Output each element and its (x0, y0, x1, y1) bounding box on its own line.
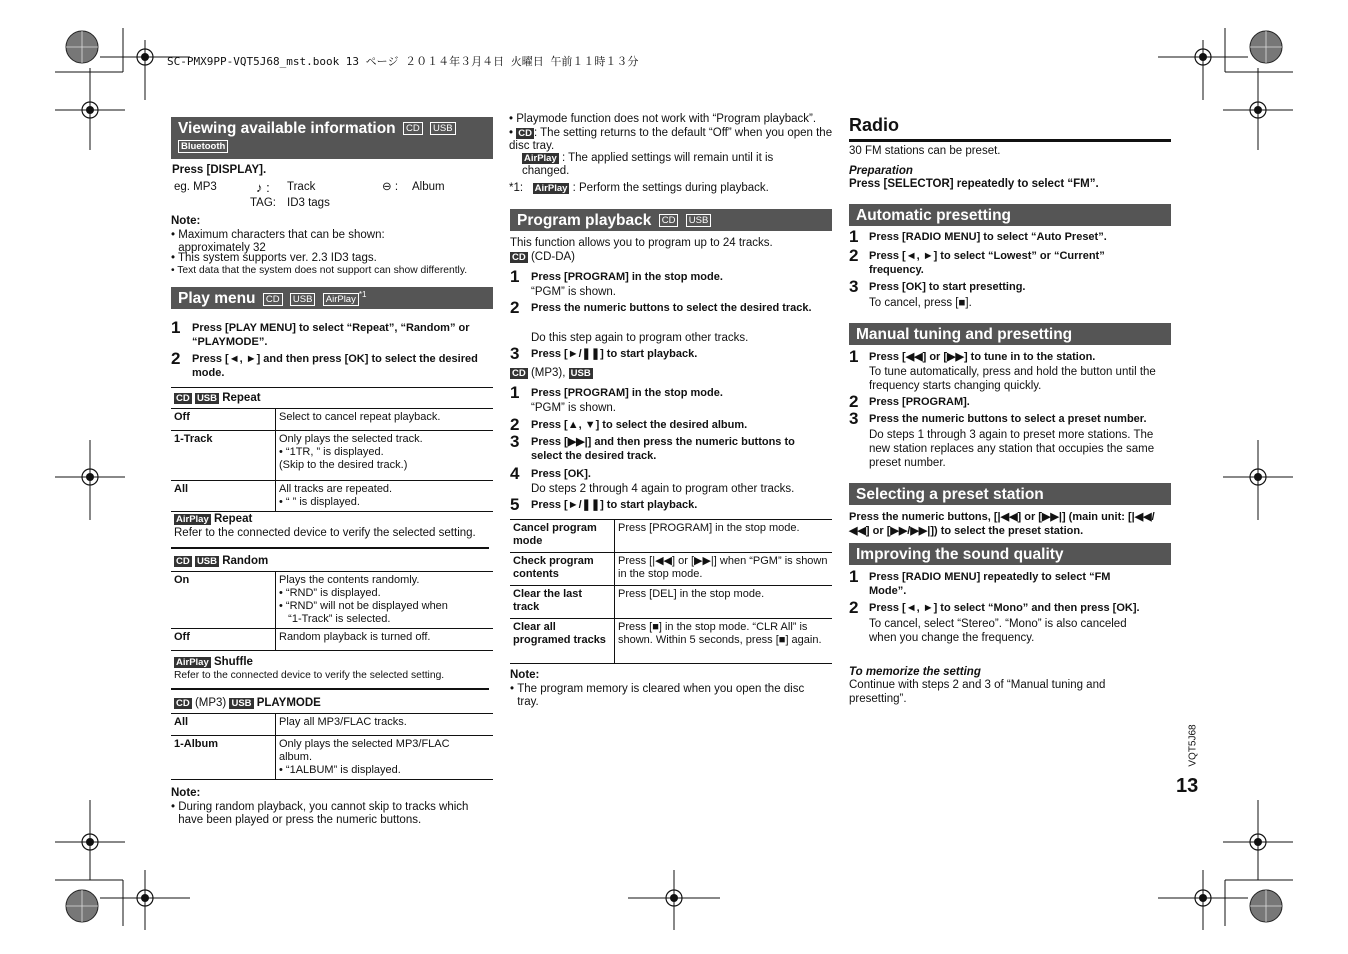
table-row (171, 629, 493, 651)
table-value (276, 714, 494, 736)
step-text: Press [PLAY MENU] to select “Repeat”, “Random” or “PLAYMODE”. (192, 322, 470, 348)
step-number: 5 (510, 495, 520, 514)
step-number: 2 (171, 349, 181, 368)
step-sub: “PGM” is shown. (531, 286, 616, 298)
cd-badge: CD (176, 393, 190, 404)
tag-label: TAG: (250, 197, 276, 209)
step-text: Press [◄, ►] to select “Lowest” or “Current” frequency. (869, 250, 1105, 276)
table-line: album. (279, 751, 313, 763)
airplay-repeat-text: Refer to the connected device to verify the selected setting. (174, 527, 476, 539)
table-row (171, 481, 493, 512)
table-row (171, 736, 493, 780)
section-title: Program playback (517, 212, 652, 229)
step-number: 1 (849, 227, 859, 246)
step-text: Press [RADIO MENU] to select “Auto Preset”. (869, 231, 1107, 243)
table-value (276, 736, 494, 780)
cd-badge: CD (659, 214, 679, 227)
note-item: • CD : The setting returns to the default “Off” when you open the disc tray. (509, 127, 833, 152)
section-header-manual (849, 323, 1171, 345)
prep-title: Preparation (849, 165, 913, 177)
album-icon: ⊖ : (382, 181, 399, 193)
repeat-header (174, 392, 261, 406)
cd-badge: CD (176, 698, 190, 709)
cdda-label (510, 251, 575, 265)
note-title: Note: (171, 215, 201, 227)
step-text: Press [PROGRAM] in the stop mode. (531, 387, 723, 399)
table-row (171, 409, 493, 431)
step-text: Press [PROGRAM]. (869, 396, 970, 408)
step-sub: To cancel, select “Stereo”. “Mono” is also canceled when you change the frequency. (869, 618, 1127, 644)
table-key: Off (171, 409, 276, 431)
step-number: 2 (510, 298, 520, 317)
airplay-badge: AirPlay (534, 183, 568, 194)
step-text: Press the numeric buttons to select a preset number. (869, 413, 1147, 425)
track-label: Track (287, 181, 316, 193)
table-key: All (171, 481, 276, 512)
section-header-program (510, 209, 832, 231)
mp3-text: (MP3), (530, 367, 566, 379)
step-sub: Do steps 2 through 4 again to program other tracks. (531, 483, 795, 495)
section-header-playmenu (171, 287, 493, 309)
note-text: This system supports ver. 2.3 ID3 tags. (178, 252, 377, 264)
table-line: Play all MP3/FLAC tracks. (279, 716, 407, 728)
step-sub: To cancel, press [■]. (869, 297, 972, 309)
step-number: 3 (849, 409, 859, 428)
example-label: eg. MP3 (174, 181, 217, 193)
title-rule (849, 139, 1171, 142)
step-number: 4 (510, 464, 520, 483)
footnote (509, 182, 769, 195)
step-text: Press [OK]. (531, 468, 591, 480)
repeat-label: Repeat (222, 392, 261, 404)
table-row (171, 714, 493, 736)
usb-badge: USB (570, 368, 591, 379)
step-sub: Do steps 1 through 3 again to preset more stations. The new station replaces any station that occupies the same preset number. (869, 429, 1155, 469)
section-title: Viewing available information (178, 120, 396, 137)
table-line: • “1ALBUM” is displayed. (279, 764, 401, 776)
footnote-marker: *1 (358, 290, 367, 299)
step-text: Press [PROGRAM] in the stop mode. (531, 271, 723, 283)
airplay-badge: AirPlay (176, 514, 209, 525)
step-number: 2 (510, 415, 520, 434)
table-value (276, 409, 494, 431)
step-number: 1 (171, 318, 181, 337)
section-header-select (849, 483, 1171, 505)
airplay-shuffle-label: Shuffle (213, 656, 253, 668)
print-header-line: SC-PMX9PP-VQT5J68_mst.book 13 ページ ２０１４年３月４日 火曜日 午前１１時１３分 (167, 55, 639, 68)
step-sub: To tune automatically, press and hold the button until the frequency starts changing quickly. (869, 366, 1156, 392)
step-number: 1 (849, 347, 859, 366)
table-key: On (171, 572, 276, 629)
playmode-header (174, 697, 321, 711)
step-number: 1 (510, 267, 520, 286)
table-line: (Skip to the desired track.) (279, 459, 408, 471)
note-item: • Maximum characters that can be shown: approximately 32 (171, 229, 471, 254)
note-item: • The program memory is cleared when you open the disc tray. (510, 683, 822, 708)
music-note-icon: ♪ : (256, 180, 270, 195)
table-row (510, 520, 832, 553)
radio-title: Radio (849, 115, 900, 135)
step-sub: Do this step again to program other tracks. (531, 332, 749, 344)
memo-text: Continue with steps 2 and 3 of “Manual tuning and presetting”. (849, 679, 1106, 705)
page-number: 13 (1176, 775, 1199, 797)
step-text: Press [◄, ►] and then press [OK] to select the desired mode. (192, 353, 478, 379)
note-text: Maximum characters that can be shown: approximately 32 (178, 229, 385, 254)
table-value (276, 572, 494, 629)
note-item (522, 152, 812, 177)
memo-title: To memorize the setting (849, 666, 981, 678)
usb-badge: USB (231, 698, 252, 709)
section-title: Automatic presetting (856, 207, 1012, 224)
table-line: • “RND” will not be displayed when (279, 600, 448, 612)
airplay-repeat-header (174, 513, 252, 527)
usb-badge: USB (686, 214, 712, 227)
usb-badge: USB (430, 122, 456, 135)
note-text: Text data that the system does not support can show differently. (177, 265, 468, 276)
step-text: Press [◄, ►] to select “Mono” and then press [OK]. (869, 602, 1140, 614)
table-key: Clear all programed tracks (510, 619, 615, 664)
table-line: “1-Track” is selected. (279, 613, 391, 625)
footnote-marker: *1: (509, 182, 524, 194)
repeat-table (171, 408, 493, 512)
table-value: Press [PROGRAM] in the stop mode. (615, 520, 833, 553)
airplay-badge: AirPlay (176, 657, 209, 668)
program-table (510, 519, 832, 664)
airplay-badge: AirPlay (323, 293, 359, 306)
step-text: Press [▲, ▼] to select the desired album. (531, 419, 748, 431)
press-display: Press [DISPLAY]. (172, 164, 267, 176)
table-value (276, 481, 494, 512)
table-line: • “1TR, ” is displayed. (279, 446, 384, 458)
section-title: Selecting a preset station (856, 486, 1044, 503)
table-row (510, 619, 832, 664)
table-row (510, 586, 832, 619)
cd-badge: CD (403, 122, 423, 135)
note-text: : The setting returns to the default “Off” when you open the disc tray. (509, 127, 833, 152)
footnote-text: : Perform the settings during playback. (572, 182, 769, 194)
table-line: All tracks are repeated. (279, 483, 393, 495)
airplay-repeat-label: Repeat (213, 513, 253, 525)
table-line: Select to cancel repeat playback. (279, 411, 441, 423)
usb-badge: USB (196, 556, 217, 567)
random-table (171, 571, 493, 651)
step-text: Press [◀◀] or [▶▶] to tune in to the station. (869, 351, 1096, 363)
section-header-auto (849, 204, 1171, 226)
table-value (276, 431, 494, 481)
section-title: Manual tuning and presetting (856, 326, 1073, 343)
playmode-label: PLAYMODE (256, 697, 321, 709)
table-line: • “ ” is displayed. (279, 496, 360, 508)
step-text: Press [▶▶|] and then press the numeric buttons to select the desired track. (531, 436, 795, 462)
cd-badge: CD (263, 293, 283, 306)
step-number: 2 (849, 598, 859, 617)
table-row (510, 553, 832, 586)
step-text: Press [►/❚❚] to start playback. (531, 499, 698, 511)
table-value (276, 629, 494, 651)
table-key: 1-Track (171, 431, 276, 481)
step-text: Press [►/❚❚] to start playback. (531, 348, 698, 360)
table-key: Off (171, 629, 276, 651)
step-number: 2 (849, 392, 859, 411)
section-header-viewing (171, 117, 493, 159)
divider (171, 547, 489, 549)
step-text: Press the numeric buttons to select the desired track. (531, 302, 812, 314)
mp3-usb-label (510, 367, 593, 381)
step-text: Press [OK] to start presetting. (869, 281, 1026, 293)
select-text: Press the numeric buttons, [|◀◀] or [▶▶|] (main unit: [|◀◀/◀◀] or [▶▶/▶▶|]) to select the preset station. (849, 511, 1155, 537)
section-title: Improving the sound quality (856, 546, 1064, 563)
step-number: 1 (510, 383, 520, 402)
note-text: The program memory is cleared when you open the disc tray. (517, 683, 805, 708)
note-text: : The applied settings will remain until it is changed. (522, 152, 774, 177)
cd-badge: CD (176, 556, 190, 567)
section-header-improve (849, 543, 1171, 565)
table-key: Check program contents (510, 553, 615, 586)
doc-code: VQT5J68 (1187, 724, 1199, 767)
cdda-text: (CD-DA) (530, 251, 576, 263)
note-title: Note: (510, 669, 540, 681)
mp3-label: (MP3) (194, 697, 227, 709)
cd-badge: CD (512, 252, 526, 263)
table-row (171, 572, 493, 629)
airplay-shuffle-text: Refer to the connected device to verify the selected setting. (174, 670, 445, 681)
divider (171, 387, 493, 388)
usb-badge: USB (290, 293, 316, 306)
bluetooth-badge: Bluetooth (178, 140, 228, 153)
step-sub: “PGM” is shown. (531, 402, 616, 414)
note-title: Note: (171, 787, 201, 799)
table-key: Cancel program mode (510, 520, 615, 553)
table-key: 1-Album (171, 736, 276, 780)
note-text: During random playback, you cannot skip to tracks which have been played or press the numeric buttons. (178, 801, 469, 826)
note-item: • This system supports ver. 2.3 ID3 tags. (171, 252, 377, 264)
airplay-shuffle-header (174, 656, 253, 670)
usb-badge: USB (196, 393, 217, 404)
step-number: 3 (849, 277, 859, 296)
random-header (174, 555, 268, 569)
note-item: • Text data that the system does not support can show differently. (171, 265, 468, 276)
step-number: 3 (510, 344, 520, 363)
table-line: • “RND” is displayed. (279, 587, 381, 599)
tag-value: ID3 tags (287, 197, 330, 209)
note-item: • During random playback, you cannot skip to tracks which have been played or press the numeric buttons. (171, 801, 488, 826)
cd-badge: CD (518, 128, 532, 139)
note-text: Playmode function does not work with “Program playback”. (516, 113, 817, 125)
table-key: All (171, 714, 276, 736)
step-number: 1 (849, 567, 859, 586)
divider (171, 688, 489, 690)
table-line: Only plays the selected track. (279, 433, 423, 445)
step-text: Press [RADIO MENU] repeatedly to select “FM Mode”. (869, 571, 1111, 597)
step-number: 2 (849, 246, 859, 265)
radio-intro: 30 FM stations can be preset. (849, 145, 1001, 157)
note-item: • Playmode function does not work with “Program playback”. (509, 113, 817, 125)
table-line: Random playback is turned off. (279, 631, 431, 643)
random-label: Random (222, 555, 269, 567)
prep-text: Press [SELECTOR] repeatedly to select “FM”. (849, 178, 1099, 190)
table-value: Press [|◀◀] or [▶▶|] when “PGM” is shown in the stop mode. (615, 553, 833, 586)
table-line: Only plays the selected MP3/FLAC (279, 738, 450, 750)
table-value: Press [DEL] in the stop mode. (615, 586, 833, 619)
program-intro: This function allows you to program up to 24 tracks. (510, 237, 773, 249)
section-title: Play menu (178, 290, 256, 308)
airplay-badge: AirPlay (524, 153, 557, 164)
album-label: Album (412, 181, 445, 193)
cd-badge: CD (512, 368, 526, 379)
step-number: 3 (510, 432, 520, 451)
table-line: Plays the contents randomly. (279, 574, 420, 586)
table-key: Clear the last track (510, 586, 615, 619)
table-value: Press [■] in the stop mode. “CLR All” is shown. Within 5 seconds, press [■] again. (615, 619, 833, 664)
table-row (171, 431, 493, 481)
playmode-table (171, 713, 493, 780)
